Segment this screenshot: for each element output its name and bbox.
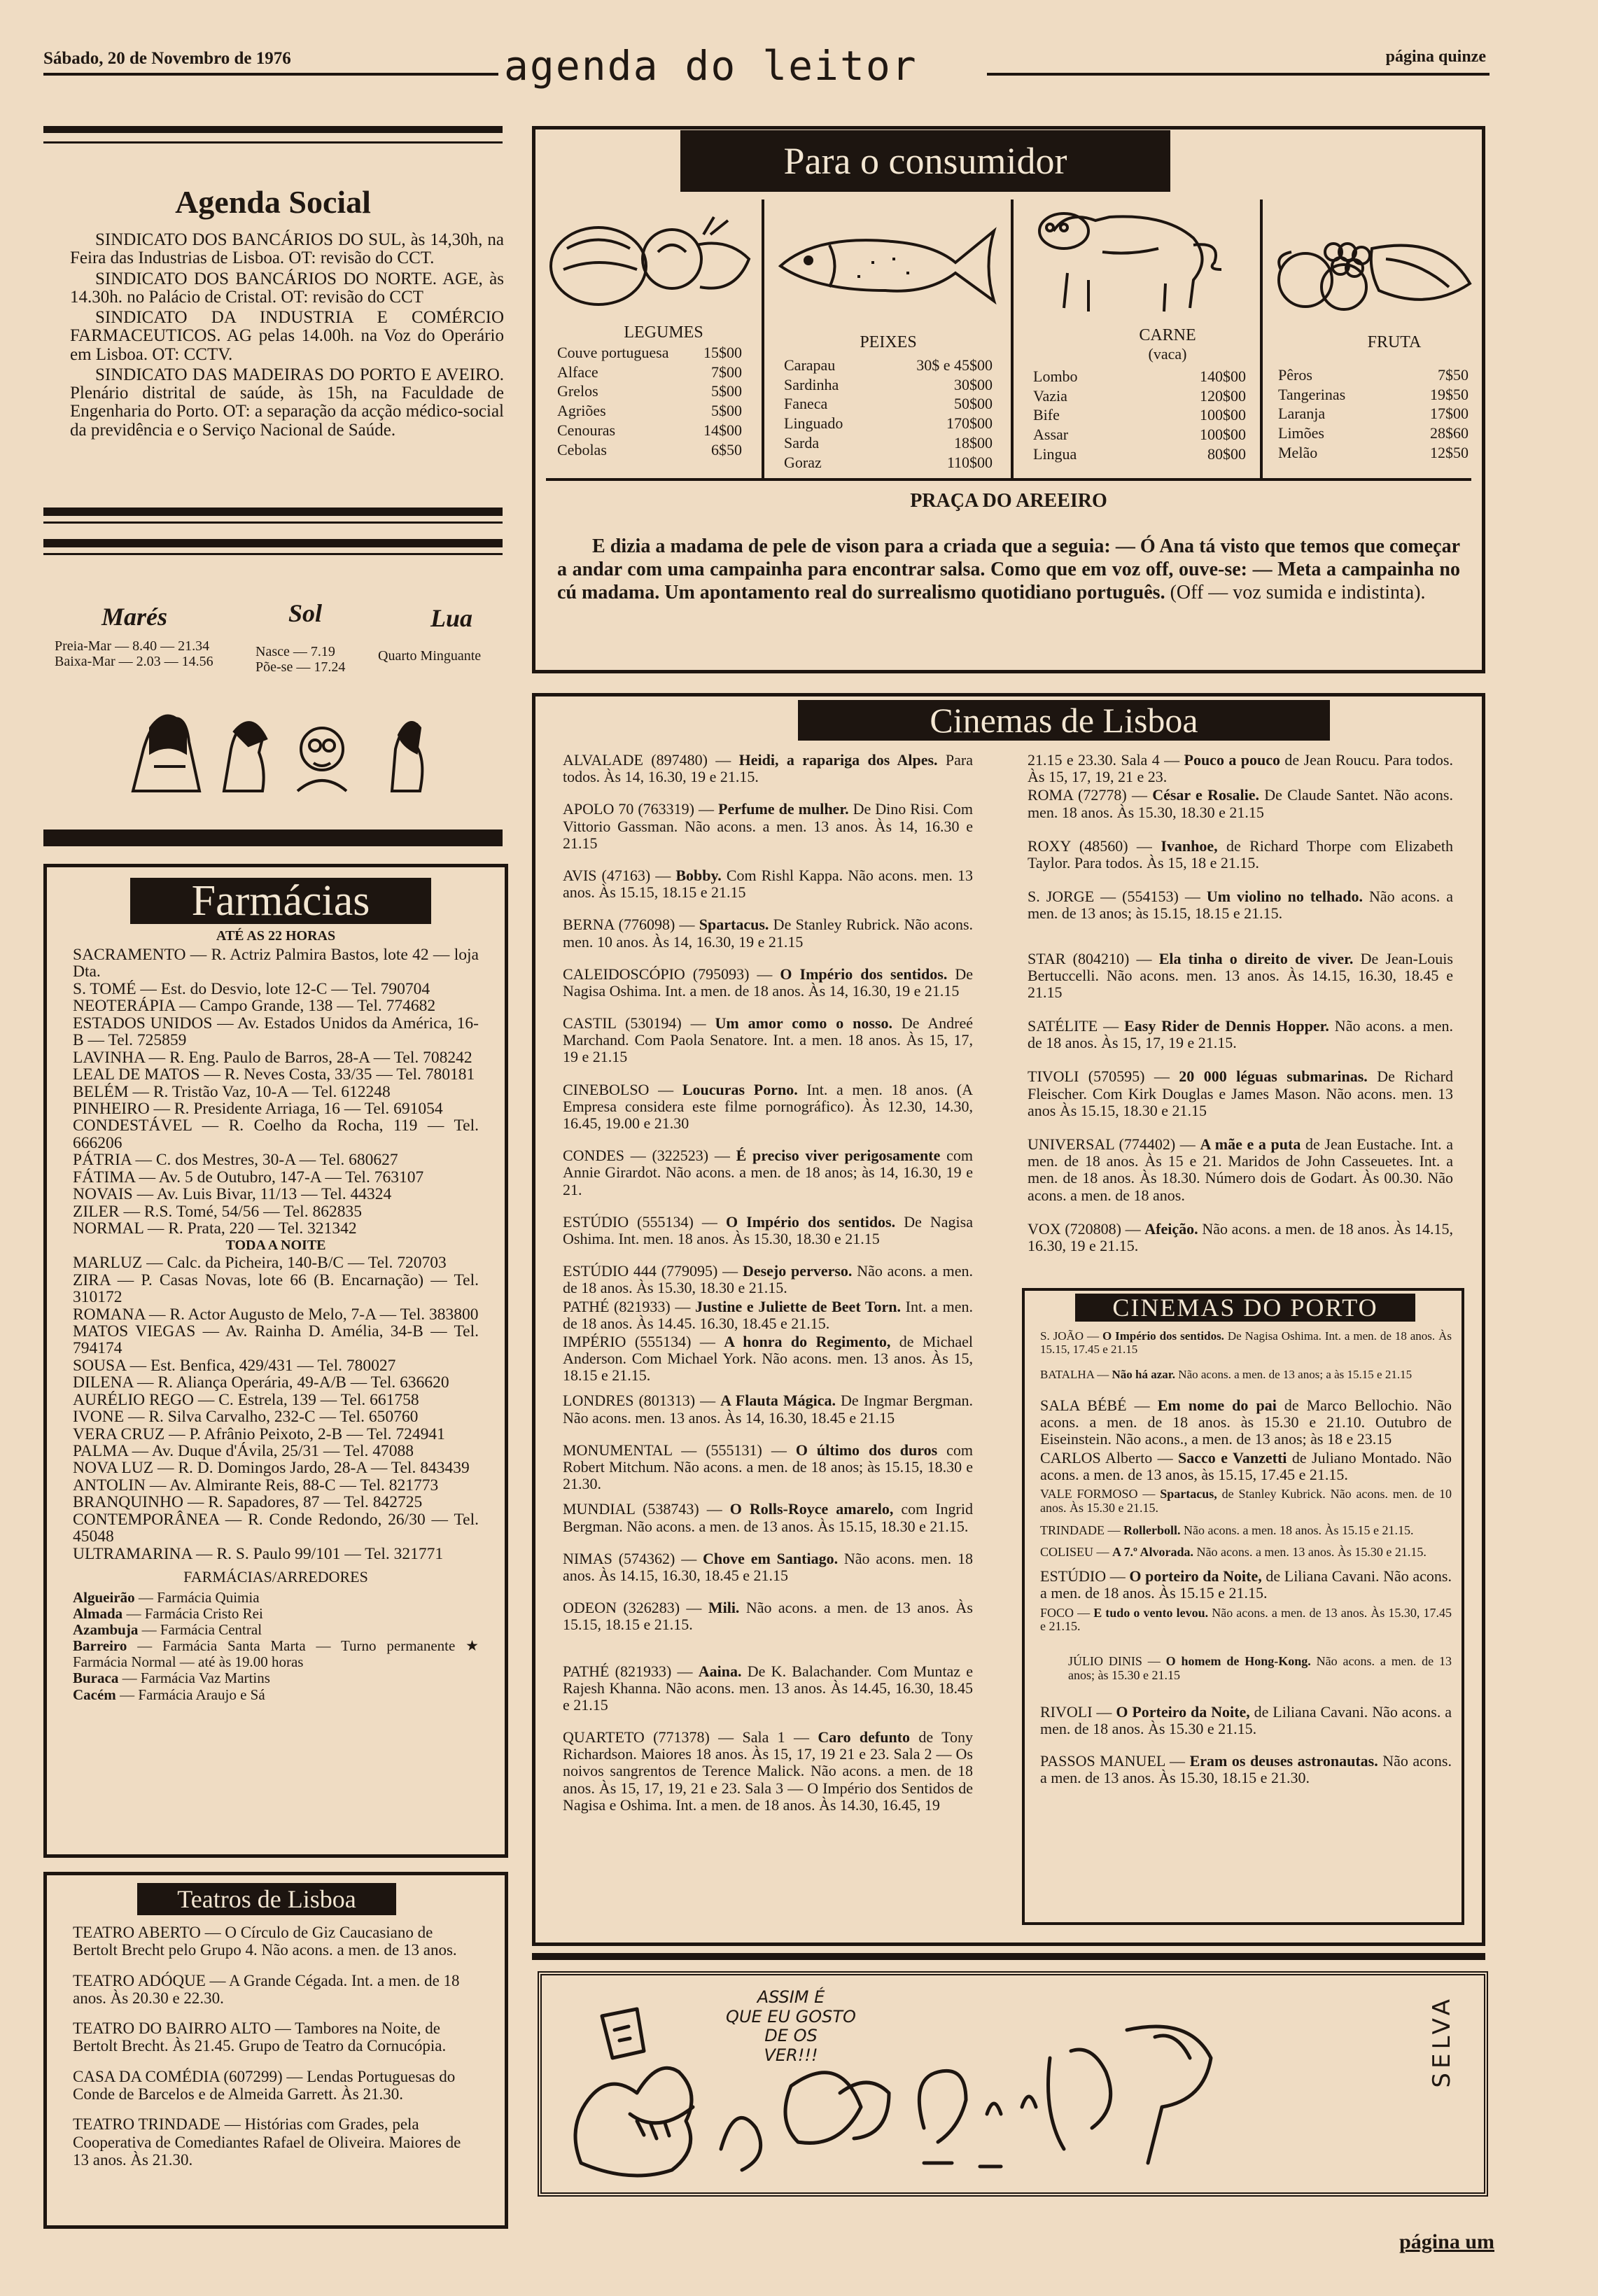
porto-cinema-item: BATALHA — Não há azar. Não acons. a men. de 13 anos; a às 15.15 e 21.15: [1040, 1368, 1413, 1382]
divider: [43, 507, 503, 516]
farmacia-item: ZIRA — P. Casas Novas, lote 66 (B. Encarnação) — Tel. 310172: [73, 1270, 479, 1307]
agenda-social-title: Agenda Social: [175, 184, 371, 220]
farmacia-item: ULTRAMARINA — R. S. Paulo 99/101 — Tel. 321771: [73, 1544, 444, 1563]
preia-mar: Preia-Mar — 8.40 — 21.34: [55, 638, 210, 654]
farmacia-item: PALMA — Av. Duque d'Ávila, 25/31 — Tel. 47088: [73, 1442, 414, 1461]
arredor-item: Buraca — Farmácia Vaz Martins: [73, 1670, 270, 1687]
masthead-rule-right: [987, 73, 1490, 76]
porto-cinema-item: FOCO — E tudo o vento levou. Não acons. a men. de 13 anos. Às 15.30, 17.45 e 21.15.: [1040, 1605, 1452, 1634]
cinema-item: MUNDIAL (538743) — O Rolls-Royce amarelo, com Ingrid Bergman. Não acons. a men. de 13 anos. Às 15.15, 18.30 e 21.15.: [563, 1500, 973, 1535]
farmacia-item: BRANQUINHO — R. Sapadores, 87 — Tel. 842725: [73, 1493, 423, 1512]
teatro-item: TEATRO ABERTO — O Círculo de Giz Caucasiano de Bertolt Brecht pelo Grupo 4. Não acons. a men. de 13 anos.: [73, 1924, 457, 1959]
porto-cinema-item: COLISEU — A 7.º Alvorada. Não acons. a men. 13 anos. Às 15.30 e 21.15.: [1040, 1545, 1427, 1560]
porto-cinema-item: TRINDADE — Rollerboll. Não acons. a men. 18 anos. Às 15.15 e 21.15.: [1040, 1522, 1414, 1537]
divider: [43, 141, 503, 144]
farmacia-item: NEOTERÁPIA — Campo Grande, 138 — Tel. 774682: [73, 997, 436, 1016]
farmacia-item: SACRAMENTO — R. Actriz Palmira Bastos, lote 42 — loja Dta.: [73, 946, 479, 981]
cinema-item: BERNA (776098) — Spartacus. De Stanley Rubrick. Não acons. men. 10 anos. Às 14, 16.30, 19 e 21.15: [563, 916, 974, 951]
peixes-column: [783, 333, 994, 472]
page-number: página quinze: [1385, 48, 1486, 66]
divider: [43, 539, 503, 547]
cinema-item: PATHÉ (821933) — Justine e Juliette de Beet Torn. Int. a men. de 18 anos. Às 14.45. 16.30, 18.45 e 21.15.: [563, 1297, 973, 1332]
teatros-list: [73, 1924, 479, 2169]
legumes-column: [556, 323, 743, 460]
farmacias-subtitle-22: ATÉ AS 22 HORAS: [216, 928, 336, 944]
agenda-social-body: [70, 231, 504, 442]
divider: [43, 553, 503, 555]
price-row: Goraz 110$00: [784, 453, 993, 471]
farmacia-item: S. TOMÉ — Est. do Desvio, lote 12-C — Tel. 790704: [73, 979, 430, 998]
agenda-item: SINDICATO DOS BANCÁRIOS DO NORTE. AGE, às 14.30h. no Palácio de Cristal. OT: revisão do CCT: [70, 269, 504, 307]
mares-label: Marés: [101, 603, 168, 631]
agenda-item: SINDICATO DAS MADEIRAS DO PORTO E AVEIRO. Plenário distrital de saúde, às 15h, na Faculdade de Engenharia do Porto. OT: a separação da acção médico-social da previdência e o Serviço Nacional de Saúde.: [70, 365, 504, 440]
cinema-item: QUARTETO (771378) — Sala 1 — Caro defunto de Tony Richardson. Maiores 18 anos. Às 15, 17, 19 21 e 23. Sala 2 — Os noivos sangrentos de Terence Malick. Não acons. a men. de 18 anos. Às 15, 17, 19, 21 e 23. Sala 3 — O Império dos Sentidos de Nagisa e Oshima. Int. a men. de 18 anos. Às 14.30, 16.45, 19: [563, 1728, 973, 1814]
farmacia-item: BELÉM — R. Tristão Vaz, 10-A — Tel. 612248: [73, 1082, 391, 1101]
cinema-item: ROMA (72778) — César e Rosalie. De Claude Santet. Não acons. men. 18 anos. Às 15.30, 18.30 e 21.15: [1028, 786, 1453, 821]
price-row: Pêros 7$50: [1278, 366, 1469, 384]
sol-poe: Põe-se — 17.24: [255, 659, 346, 675]
farmacia-item: LAVINHA — R. Eng. Paulo de Barros, 28-A — Tel. 708242: [73, 1048, 472, 1067]
price-row: Couve portuguesa 15$00: [557, 344, 742, 361]
farmacia-item: ROMANA — R. Actor Augusto de Melo, 7-A — Tel. 383800: [73, 1305, 479, 1324]
price-row: Melão 12$50: [1278, 443, 1469, 461]
baixa-mar: Baixa-Mar — 2.03 — 14.56: [55, 654, 213, 669]
cinema-item: LONDRES (801313) — A Flauta Mágica. De Ingmar Bergman. Não acons. men. 13 anos. Às 14, 16.30, 18.45 e 21.15: [563, 1392, 973, 1427]
price-row: Vazia 120$00: [1033, 386, 1246, 405]
price-row: Sarda 18$00: [784, 433, 993, 451]
price-row: Assar 100$00: [1033, 426, 1246, 444]
divider: [43, 522, 503, 524]
divider: [43, 126, 503, 133]
fish-illustration: [773, 224, 1004, 308]
farmacia-item: CONTEMPORÂNEA — R. Conde Redondo, 26/30 — Tel. 45048: [73, 1510, 479, 1546]
sol-nasce: Nasce — 7.19: [255, 644, 335, 659]
vegetables-illustration: [546, 210, 756, 315]
teatro-item: TEATRO DO BAIRRO ALTO — Tambores na Noite, de Bertolt Brecht. Às 21.45. Grupo de Teatro da Cornucópia.: [73, 2019, 447, 2055]
price-row: Cebolas 6$50: [557, 440, 742, 458]
legumes-title: LEGUMES: [624, 323, 703, 342]
porto-cinema-item: ESTÚDIO — O porteiro da Noite, de Liliana Cavani. Não acons. a men. de 18 anos. Às 15.15 e 21.15.: [1040, 1567, 1452, 1602]
cinema-item: SATÉLITE — Easy Rider de Dennis Hopper. Não acons. a men. de 18 anos. Às 15, 17, 19 e 21.15.: [1028, 1017, 1454, 1052]
cinema-item: NIMAS (574362) — Chove em Santiago. Não acons. men. 18 anos. Às 14.15, 16.30, 18.45 e 21.15: [563, 1549, 973, 1584]
cinema-item: CALEIDOSCÓPIO (795093) — O Império dos sentidos. De Nagisa Oshima. Int. a men. de 18 anos. Às 14, 16.30, 19 e 21.15: [563, 965, 973, 1000]
price-row: Tangerinas 19$50: [1278, 385, 1469, 403]
porto-cinema-item: CARLOS Alberto — Sacco e Vanzetti de Juliano Montado. Não acons. a men. de 13 anos, às 15.15, 17.45 e 21.15.: [1040, 1448, 1452, 1483]
cartoon-speech: [721, 1988, 861, 2065]
porto-cinema-item: SALA BÉBÉ — Em nome do pai de Marco Bellochio. Não acons. a men. de 18 anos. às 15.30 e 21.10. Outubro de Eiseinstein. Não acons., a men. de 13 anos; às 18 e 23.15: [1040, 1396, 1452, 1448]
farmacia-item: PÁTRIA — C. dos Mestres, 30-A — Tel. 680627: [73, 1151, 398, 1170]
price-row: Limões 28$60: [1278, 424, 1469, 442]
speech-line: VER!!!: [764, 2045, 818, 2065]
cinema-item: CONDES — (322523) — É preciso viver perigosamente com Annie Girardot. Não acons. a men. de 18 anos; às 14, 16.30, 19 e 21.: [563, 1147, 973, 1198]
farmacias-list-22: [73, 946, 479, 1703]
farmacias-subtitle-arredores: FARMÁCIAS/ARREDORES: [183, 1568, 368, 1586]
farmacia-item: NOVA LUZ — R. D. Domingos Jardo, 28-A — Tel. 843439: [73, 1459, 470, 1478]
price-row: Lingua 80$00: [1033, 444, 1246, 463]
praca-text: E dizia a madama de pele de vison para a criada que a seguia: — Ó Ana tá visto que temos que começar a andar com uma campainha para encontrar salsa. Como que em voz off, ouve-se: — Meta a campainha no cú madama. Um apontamento real do surrealismo quotidiano português. (Off — voz sumida e indistinta).: [557, 536, 1460, 604]
cinema-item: APOLO 70 (763319) — Perfume de mulher. De Dino Risi. Com Vittorio Gassman. Não acons. a men. 13 anos. Às 14, 16.30 e 21.15: [563, 800, 973, 852]
cinema-item: IMPÉRIO (555134) — A honra do Regimento, de Michael Anderson. Com Michael York. Não acons. men. 13 anos. Às 15, 18.15 e 21.15.: [563, 1332, 973, 1385]
arredor-item: Barreiro — Farmácia Santa Marta — Turno permanente ★ Farmácia Normal — até às 19.00 horas: [73, 1637, 479, 1671]
price-row: Carapau 30$ e 45$00: [784, 356, 993, 374]
farmacias-subtitle-noite: TODA A NOITE: [225, 1238, 326, 1254]
arredor-item: Almada — Farmácia Cristo Rei: [73, 1605, 263, 1623]
price-row: Grelos 5$00: [557, 382, 742, 400]
carne-table: [1032, 366, 1247, 465]
divider: [532, 1953, 1485, 1960]
footer-page: página um: [1399, 2230, 1494, 2253]
cinemas-porto-list: [1040, 1330, 1452, 1787]
porto-cinema-item: VALE FORMOSO — Spartacus, de Stanley Kubrick. Não acons. men. de 10 anos. Às 15.30 e 21.15.: [1040, 1487, 1452, 1515]
arredor-item: Azambuja — Farmácia Central: [73, 1621, 262, 1639]
price-row: Sardinha 30$00: [784, 375, 993, 393]
teatros-title: Teatros de Lisboa: [137, 1883, 396, 1915]
farmacia-item: DILENA — R. Aliança Operária, 49-A/B — Tel. 636620: [73, 1373, 449, 1392]
pig-illustration: [1025, 203, 1235, 322]
porto-cinema-item: JÚLIO DINIS — O homem de Hong-Kong. Não acons. a men. de 13 anos; às 15.30 e 21.15: [1068, 1654, 1452, 1682]
speech-line: ASSIM É: [757, 1987, 825, 2007]
farmacia-item: MARLUZ — Calc. da Picheira, 140-B/C — Tel. 720703: [73, 1254, 447, 1273]
cartoon-signature: SELVA: [1428, 1995, 1456, 2088]
teatro-item: TEATRO TRINDADE — Histórias com Grades, pela Cooperativa de Comediantes Rafael de Oliveira. Maiores de 13 anos. Às 21.30.: [73, 2115, 461, 2169]
farmacia-item: LEAL DE MATOS — R. Neves Costa, 33/35 — Tel. 780181: [73, 1065, 475, 1084]
price-row: Lombo 140$00: [1033, 368, 1246, 385]
carne-title: CARNE: [1139, 326, 1196, 344]
divider: [43, 830, 503, 846]
column-divider: [1260, 200, 1263, 479]
fruta-title: FRUTA: [1367, 333, 1422, 351]
porto-cinema-item: RIVOLI — O Porteiro da Noite, de Liliana Cavani. Não acons. a men. de 18 anos. Às 15.30 e 21.15.: [1040, 1702, 1452, 1737]
lua-fase: Quarto Minguante: [378, 648, 482, 664]
tide-figures-illustration: [119, 700, 448, 802]
divider: [546, 478, 1471, 481]
cinemas-lisboa-col1: [563, 752, 973, 1814]
cinema-item: ESTÚDIO (555134) — O Império dos sentidos. De Nagisa Oshima. Int. men. 18 anos. Às 15.30, 18.30 e 21.15: [563, 1212, 973, 1247]
cinema-item: CASTIL (530194) — Um amor como o nosso. De Andreé Marchand. Com Paola Senatore. Int. a men. 18 anos. Às 15, 17, 19 e 21.15: [563, 1014, 973, 1066]
peixes-title: PEIXES: [860, 333, 917, 351]
farmacias-title: Farmácias: [130, 878, 431, 924]
speech-line: QUE EU GOSTO: [726, 2006, 856, 2026]
cinema-item: ESTÚDIO 444 (779095) — Desejo perverso. Não acons. a men. de 18 anos. Às 15.30, 18.30 e 21.15.: [563, 1262, 973, 1297]
cinema-item: CINEBOLSO — Loucuras Porno. Int. a men. 18 anos. (A Empresa considera este filme pornográfico). Às 12.30, 14.30, 16.45, 19.00 e 21.30: [563, 1080, 973, 1132]
arredores-list: [73, 1590, 479, 1703]
farmacia-item: AURÉLIO REGO — C. Estrela, 139 — Tel. 661758: [73, 1390, 419, 1409]
cinema-item: S. JORGE — (554153) — Um violino no telhado. Não acons. a men. de 13 anos; às 15.15, 18.15 e 21.15.: [1028, 888, 1453, 923]
agenda-item: SINDICATO DOS BANCÁRIOS DO SUL, às 14,30h, na Feira das Industrias de Lisboa. OT: revisão do CCT.: [70, 230, 504, 268]
cinema-item: UNIVERSAL (774402) — A mãe e a puta de Jean Eustache. Int. a men. de 18 anos. Às 15 e 21. Maridos de John Casseuetes. Int. a men. de 18 anos. Às 18.30. Número dois de Godart. Às 00.30. Não acons. a men. de 18 anos.: [1028, 1135, 1454, 1204]
arredor-item: Algueirão — Farmácia Quimia: [73, 1588, 260, 1606]
cinema-item: 21.15 e 23.30. Sala 4 — Pouco a pouco de Jean Roucu. Para todos. Às 15, 17, 19, 21 e 23.: [1028, 751, 1453, 786]
sol-label: Sol: [288, 599, 323, 627]
column-divider: [1011, 200, 1014, 479]
farmacia-item: IVONE — R. Silva Carvalho, 232-C — Tel. 650760: [73, 1408, 419, 1427]
cinema-item: STAR (804210) — Ela tinha o direito de viver. De Jean-Louis Bertuccelli. Não acons. men. 13 anos. Às 14.15, 16.30, 18.45 e 21.15: [1028, 949, 1453, 1001]
lua-label: Lua: [430, 604, 473, 632]
cinema-item: VOX (720808) — Afeição. Não acons. a men. de 18 anos. Às 14.15, 16.30, 19 e 21.15.: [1028, 1219, 1453, 1254]
cinema-item: PATHÉ (821933) — Aaina. De K. Balachander. Com Muntaz e Rajesh Khanna. Não acons. men. 13 anos. Às 14.45, 16.30, 18.45 e 21.15: [563, 1662, 973, 1714]
masthead-rule-left: [43, 73, 498, 76]
farmacia-item: MATOS VIEGAS — Av. Rainha D. Amélia, 34-B — Tel. 794174: [73, 1322, 479, 1358]
price-row: Cenouras 14$00: [557, 421, 742, 439]
cinema-item: TIVOLI (570595) — 20 000 léguas submarinas. De Richard Fleischer. Com Kirk Douglas e James Mason. Não acons. men. 13 anos Às 15.15, 18.30 e 21.15: [1028, 1068, 1453, 1119]
issue-date: Sábado, 20 de Novembro de 1976: [43, 49, 291, 68]
farmacia-item: NOVAIS — Av. Luis Bivar, 11/13 — Tel. 44324: [73, 1185, 392, 1204]
agenda-item: SINDICATO DA INDUSTRIA E COMÉRCIO FARMACEUTICOS. AG pelas 14.00h. na Voz do Operário em Lisboa. OT: CCTV.: [70, 308, 504, 364]
porto-cinema-item: PASSOS MANUEL — Eram os deuses astronautas. Não acons. a men. de 13 anos. Às 15.30, 18.15 e 21.30.: [1040, 1752, 1452, 1787]
column-divider: [762, 200, 764, 479]
price-row: Laranja 17$00: [1278, 405, 1469, 423]
praca-title: PRAÇA DO AREEIRO: [910, 490, 1107, 512]
speech-line: DE OS: [764, 2026, 818, 2046]
masthead-title: agenda do leitor: [504, 42, 918, 90]
cinemas-lisboa-title: Cinemas de Lisboa: [798, 700, 1330, 741]
fruit-illustration: [1267, 220, 1477, 318]
price-row: Agriões 5$00: [557, 402, 742, 420]
cartoon-illustration: [560, 1988, 1414, 2191]
farmacia-item: FÁTIMA — Av. 5 de Outubro, 147-A — Tel. 763107: [73, 1168, 424, 1186]
carne-subtitle: (vaca): [1148, 345, 1187, 363]
cinema-item: ROXY (48560) — Ivanhoe, de Richard Thorpe com Elizabeth Taylor. Para todos. Às 15, 18 e 21.15.: [1028, 836, 1453, 872]
cinema-item: AVIS (47163) — Bobby. Com Rishl Kappa. Não acons. men. 13 anos. Às 15.15, 18.15 e 21.15: [563, 866, 973, 902]
porto-cinema-item: S. JOÃO — O Império dos sentidos. De Nagisa Oshima. Int. a men. de 18 anos. Às 15.15, 17.45 e 21.15: [1040, 1329, 1452, 1356]
price-row: Bife 100$00: [1033, 406, 1246, 424]
price-row: Linguado 170$00: [784, 414, 993, 433]
farmacia-item: PINHEIRO — R. Presidente Arriaga, 16 — Tel. 691054: [73, 1099, 443, 1118]
teatro-item: TEATRO ADÓQUE — A Grande Cégada. Int. a men. de 18 anos. Às 20.30 e 22.30.: [73, 1971, 460, 2007]
farmacia-item: NORMAL — R. Prata, 220 — Tel. 321342: [73, 1219, 357, 1238]
price-row: Faneca 50$00: [784, 395, 993, 413]
price-row: Alface 7$00: [557, 363, 742, 381]
legumes-table: [556, 342, 743, 460]
farmacia-item: SOUSA — Est. Benfica, 429/431 — Tel. 780027: [73, 1356, 396, 1375]
carne-column: [1032, 326, 1247, 465]
cinema-item: MONUMENTAL — (555131) — O último dos duros com Robert Mitchum. Não acons. a men. de 18 anos; às 15.15, 18.30 e 21.30.: [563, 1441, 973, 1493]
cinema-item: ODEON (326283) — Mili. Não acons. a men. de 13 anos. Às 15.15, 18.15 e 21.15.: [563, 1599, 973, 1634]
cinema-item: ALVALADE (897480) — Heidi, a rapariga dos Alpes. Para todos. Às 14, 16.30, 19 e 21.15.: [563, 751, 973, 786]
arredor-item: Cacém — Farmácia Araujo e Sá: [73, 1686, 265, 1703]
farmacia-item: ZILER — R.S. Tomé, 54/56 — Tel. 862835: [73, 1202, 362, 1221]
cinemas-lisboa-col2: [1028, 752, 1453, 1254]
teatro-item: CASA DA COMÉDIA (607299) — Lendas Portuguesas do Conde de Barcelos e de Almeida Garrett. Às 21.30.: [73, 2067, 456, 2104]
fruta-table: [1277, 365, 1470, 463]
fruta-column: [1277, 333, 1470, 463]
consumidor-title: Para o consumidor: [680, 130, 1170, 192]
cinemas-porto-title: CINEMAS DO PORTO: [1075, 1294, 1415, 1322]
farmacia-item: ANTOLIN — Av. Almirante Reis, 88-C — Tel. 821773: [73, 1476, 439, 1494]
farmacia-item: VERA CRUZ — P. Afrânio Peixoto, 2-B — Tel. 724941: [73, 1424, 445, 1443]
farmacia-item: ESTADOS UNIDOS — Av. Estados Unidos da América, 16-B — Tel. 725859: [73, 1014, 479, 1050]
farmacia-item: CONDESTÁVEL — R. Coelho da Rocha, 119 — Tel. 666206: [73, 1116, 479, 1152]
peixes-table: [783, 355, 994, 472]
